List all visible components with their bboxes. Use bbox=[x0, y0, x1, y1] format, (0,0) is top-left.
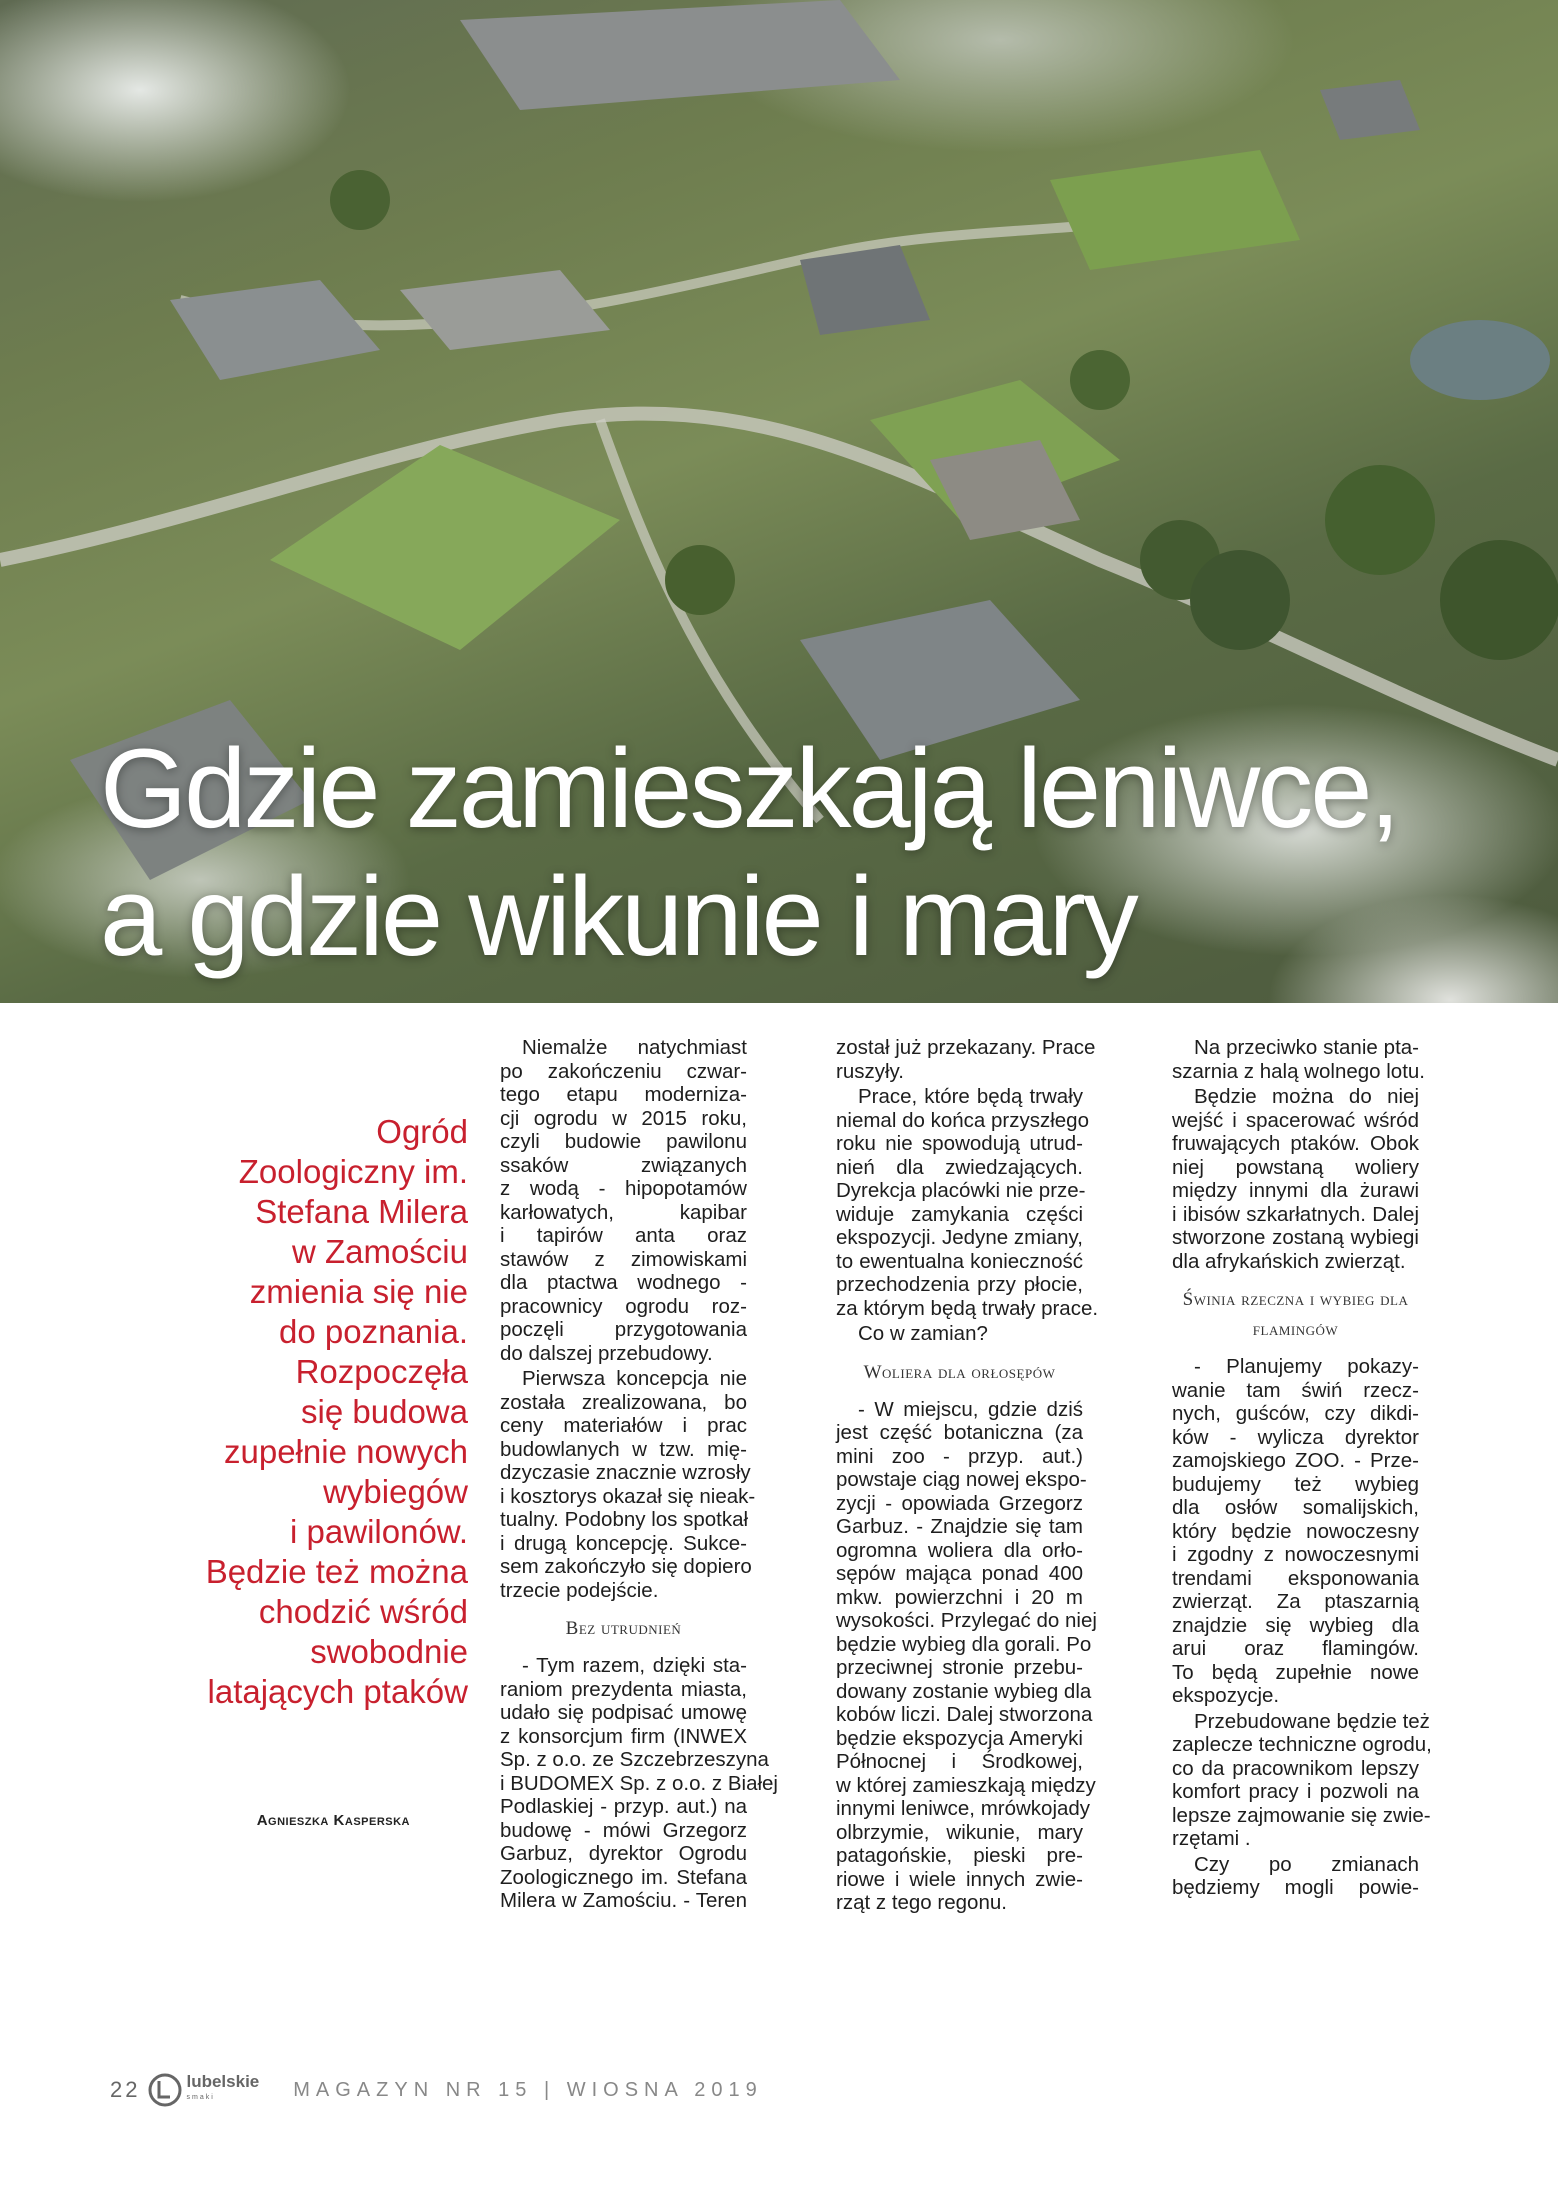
text-line: do dalszej przebudowy. bbox=[500, 1341, 713, 1365]
lead-line: latających ptaków bbox=[207, 1673, 468, 1710]
lead-line: Stefana Milera bbox=[255, 1193, 468, 1230]
text-line: zamojskiego ZOO. - Prze- bbox=[1172, 1449, 1419, 1472]
logo-mark-icon bbox=[148, 2073, 182, 2107]
text-line: budujemy też wybieg bbox=[1172, 1472, 1419, 1496]
lead-line: i pawilonów. bbox=[290, 1513, 468, 1550]
article-title bbox=[100, 725, 1540, 981]
lubelskie-logo bbox=[148, 2073, 259, 2107]
text-line: będzie wybieg dla gorali. Po bbox=[836, 1632, 1092, 1656]
text-line: Co w zamian? bbox=[858, 1322, 988, 1345]
text-line: lepsze zajmowanie się zwie- bbox=[1172, 1803, 1431, 1827]
text-line: między innymi dla żurawi bbox=[1172, 1179, 1419, 1202]
text-line: Na przeciwko stanie pta- bbox=[1194, 1036, 1419, 1059]
text-line: raniom prezydenta miasta, bbox=[500, 1677, 747, 1701]
text-line: wanie tam świń rzecz- bbox=[1172, 1378, 1419, 1402]
paragraph bbox=[836, 1036, 1096, 1083]
text-line: w której zamieszkają między bbox=[836, 1773, 1096, 1797]
text-line: - W miejscu, gdzie dziś bbox=[858, 1397, 1083, 1421]
text-line: Przebudowane będzie też bbox=[1194, 1709, 1430, 1733]
lead-line: Ogród bbox=[376, 1113, 468, 1150]
text-line: fruwających ptaków. Obok bbox=[1172, 1132, 1419, 1155]
text-line: wysokości. Przylegać do niej bbox=[836, 1609, 1097, 1632]
text-line: to ewentualna konieczność bbox=[836, 1249, 1083, 1273]
text-line: komfort pracy i pozwoli na bbox=[1172, 1780, 1419, 1803]
text-line: za którym będą trwały prace. bbox=[836, 1296, 1099, 1320]
magazine-issue: MAGAZYN NR 15 | WIOSNA 2019 bbox=[293, 2078, 763, 2101]
text-line: przeciwnej stronie przebu- bbox=[836, 1656, 1083, 1679]
text-line: budowę - mówi Grzegorz bbox=[500, 1818, 747, 1842]
subheading-line: Świnia rzeczna i wybieg dla bbox=[1182, 1289, 1409, 1310]
text-line: i BUDOMEX Sp. z o.o. z Białej bbox=[500, 1771, 778, 1795]
paragraph bbox=[836, 1322, 1083, 1346]
text-line: mini zoo - przyp. aut.) bbox=[836, 1444, 1083, 1468]
lead-paragraph bbox=[150, 1112, 468, 1712]
logo-wordmark bbox=[186, 2074, 259, 2106]
paragraph bbox=[500, 1367, 756, 1602]
text-line: stawów z zimowiskami bbox=[500, 1247, 747, 1271]
hero-aerial-image bbox=[0, 0, 1558, 1003]
text-line: - Planujemy pokazy- bbox=[1194, 1355, 1419, 1378]
section-subheading: Bez utrudnień bbox=[565, 1618, 682, 1639]
text-line: zaplecze techniczne ogrodu, bbox=[1172, 1733, 1432, 1756]
text-line: ssaków związanych bbox=[500, 1153, 747, 1177]
paragraph bbox=[500, 1036, 747, 1365]
text-line: szarnia z halą wolnego lotu. bbox=[1172, 1059, 1425, 1083]
text-line: innymi leniwce, mrówkojady bbox=[836, 1797, 1091, 1820]
text-line: nych, guśców, czy dikdi- bbox=[1172, 1402, 1419, 1425]
text-line: rząt z tego regonu. bbox=[836, 1891, 1007, 1914]
text-line: pracownicy ogrodu roz- bbox=[500, 1294, 747, 1318]
text-line: zwierząt. Za ptaszarnią bbox=[1172, 1590, 1419, 1613]
text-line: tualny. Podobny los spotkał bbox=[500, 1508, 749, 1531]
text-line: ruszyły. bbox=[836, 1059, 904, 1083]
text-line: po zakończeniu czwar- bbox=[500, 1059, 747, 1083]
text-line: olbrzymie, wikunie, mary bbox=[836, 1820, 1083, 1844]
lead-line: zupełnie nowych bbox=[224, 1433, 468, 1470]
text-line: dowany zostanie wybieg dla bbox=[836, 1679, 1092, 1703]
lead-line: się budowa bbox=[301, 1393, 468, 1430]
text-line: zycji - opowiada Grzegorz bbox=[836, 1491, 1083, 1515]
paragraph bbox=[500, 1654, 778, 1913]
paragraph bbox=[836, 1397, 1097, 1915]
text-line: Będzie można do niej bbox=[1194, 1085, 1419, 1108]
text-line: czyli budowie pawilonu bbox=[500, 1130, 747, 1153]
text-line: przechodzenia przy płocie, bbox=[836, 1273, 1083, 1296]
subheading-line: flamingów bbox=[1252, 1319, 1339, 1340]
text-line: dla ptactwa wodnego - bbox=[500, 1271, 747, 1294]
text-line: Zoologicznego im. Stefana bbox=[500, 1865, 747, 1889]
text-line: i kosztorys okazał się nieak- bbox=[500, 1484, 756, 1508]
lead-line: w Zamościu bbox=[291, 1233, 468, 1270]
page-number: 22 bbox=[110, 2077, 141, 2102]
lead-line: chodzić wśród bbox=[258, 1593, 468, 1630]
title-line-1: Gdzie zamieszkają leniwce, bbox=[100, 726, 1398, 851]
text-line: stworzone zostaną wybiegi bbox=[1172, 1226, 1419, 1249]
text-line: ków - wylicza dyrektor bbox=[1172, 1425, 1419, 1449]
title-line-2: a gdzie wikunie i mary bbox=[100, 854, 1136, 979]
text-line: Prace, które będą trwały bbox=[858, 1085, 1083, 1108]
text-line: ekspozycji. Jedyne zmiany, bbox=[836, 1226, 1083, 1249]
text-line: będziemy mogli powie- bbox=[1172, 1876, 1419, 1899]
text-line: poczęli przygotowania bbox=[500, 1318, 747, 1341]
text-line: - Tym razem, dzięki sta- bbox=[522, 1654, 747, 1677]
text-line: trzecie podejście. bbox=[500, 1578, 659, 1602]
text-line: został już przekazany. Prace bbox=[836, 1036, 1096, 1059]
text-line: znajdzie się wybieg dla bbox=[1172, 1613, 1419, 1637]
text-line: Pierwsza koncepcja nie bbox=[522, 1367, 747, 1390]
article-column-1 bbox=[500, 1036, 778, 1915]
text-line: z wodą - hipopotamów bbox=[500, 1177, 747, 1200]
text-line: dla osłów somalijskich, bbox=[1172, 1496, 1419, 1519]
lead-line: Rozpoczęła bbox=[295, 1353, 468, 1390]
text-line: ekspozycje. bbox=[1172, 1684, 1280, 1707]
text-line: wejść i spacerować wśród bbox=[1172, 1108, 1419, 1132]
text-line: który będzie nowoczesny bbox=[1172, 1519, 1419, 1543]
logo-sub: smaki bbox=[186, 2094, 215, 2101]
text-line: i ibisów szkarłatnych. Dalej bbox=[1172, 1202, 1419, 1226]
text-line: udało się podpisać umowę bbox=[500, 1701, 747, 1724]
text-line: kobów liczi. Dalej stworzona bbox=[836, 1703, 1093, 1726]
page-footer bbox=[110, 2070, 763, 2110]
text-line: Podlaskiej - przyp. aut.) na bbox=[500, 1795, 747, 1818]
text-line: Czy po zmianach bbox=[1194, 1852, 1419, 1876]
text-line: rzętami . bbox=[1172, 1827, 1251, 1850]
text-line: powstaje ciąg nowej ekspo- bbox=[836, 1468, 1087, 1491]
text-line: i zgodny z nowoczesnymi bbox=[1172, 1543, 1419, 1566]
text-line: riowe i wiele innych zwie- bbox=[836, 1867, 1083, 1891]
text-line: widuje zamykania części bbox=[836, 1202, 1083, 1226]
text-line: jest część botaniczna (za bbox=[836, 1421, 1083, 1444]
logo-word: lubelskie bbox=[186, 2072, 260, 2091]
lead-line: swobodnie bbox=[310, 1633, 468, 1670]
text-line: ceny materiałów i prac bbox=[500, 1414, 747, 1437]
text-line: Dyrekcja placówki nie prze- bbox=[836, 1179, 1086, 1202]
lead-line: do poznania. bbox=[279, 1313, 468, 1350]
text-line: będzie ekspozycja Ameryki bbox=[836, 1726, 1083, 1750]
text-line: z konsorcjum firm (INWEX bbox=[500, 1724, 747, 1748]
text-line: sem zakończyło się dopiero bbox=[500, 1555, 752, 1578]
text-line: co da pracownikom lepszy bbox=[1172, 1756, 1419, 1780]
text-line: Północnej i Środkowej, bbox=[836, 1750, 1083, 1773]
text-line: Niemalże natychmiast bbox=[522, 1036, 747, 1059]
author-byline: Agnieszka Kasperska bbox=[256, 1812, 410, 1829]
paragraph bbox=[1172, 1355, 1419, 1708]
paragraph bbox=[1172, 1085, 1419, 1273]
text-line: została zrealizowana, bo bbox=[500, 1390, 747, 1414]
article-column-2 bbox=[836, 1036, 1099, 1917]
lead-line: wybiegów bbox=[323, 1473, 468, 1510]
text-line: cji ogrodu w 2015 roku, bbox=[500, 1106, 747, 1130]
text-line: budowlanych w tzw. mię- bbox=[500, 1437, 747, 1461]
text-line: dla afrykańskich zwierząt. bbox=[1172, 1249, 1406, 1273]
lead-line: Będzie też można bbox=[205, 1553, 468, 1590]
paragraph bbox=[836, 1085, 1099, 1320]
text-line: Sp. z o.o. ze Szczebrzeszyna bbox=[500, 1748, 769, 1771]
text-line: karłowatych, kapibar bbox=[500, 1200, 747, 1224]
paragraph bbox=[1172, 1709, 1432, 1851]
text-line: dzyczasie znacznie wzrosły bbox=[500, 1461, 751, 1484]
text-line: tego etapu moderniza- bbox=[500, 1083, 747, 1106]
section-subheading: Woliera dla orłosępów bbox=[863, 1361, 1056, 1383]
text-line: Milera w Zamościu. - Teren bbox=[500, 1889, 747, 1912]
lead-line: Zoologiczny im. bbox=[238, 1153, 468, 1190]
text-line: To będą zupełnie nowe bbox=[1172, 1660, 1419, 1684]
text-line: nień dla zwiedzających. bbox=[836, 1155, 1083, 1179]
text-line: i drugą koncepcję. Sukce- bbox=[500, 1531, 747, 1555]
lead-line: zmienia się nie bbox=[249, 1273, 468, 1310]
text-line: niej powstaną woliery bbox=[1172, 1155, 1419, 1179]
text-line: i tapirów anta oraz bbox=[500, 1224, 747, 1247]
paragraph bbox=[1172, 1036, 1425, 1083]
text-line: mkw. powierzchni i 20 m bbox=[836, 1585, 1083, 1609]
paragraph bbox=[1172, 1853, 1419, 1900]
text-line: roku nie spowodują utrud- bbox=[836, 1132, 1083, 1155]
article-column-3 bbox=[1172, 1036, 1432, 1902]
text-line: sępów mająca ponad 400 bbox=[836, 1562, 1083, 1585]
section-subheading bbox=[1172, 1285, 1419, 1345]
text-line: trendami eksponowania bbox=[1172, 1566, 1419, 1590]
text-line: Garbuz. - Znajdzie się tam bbox=[836, 1515, 1083, 1538]
text-line: arui oraz flamingów. bbox=[1172, 1637, 1419, 1660]
text-line: ogromna woliera dla orło- bbox=[836, 1538, 1083, 1562]
text-line: patagońskie, pieski pre- bbox=[836, 1844, 1083, 1867]
text-line: niemal do końca przyszłego bbox=[836, 1108, 1089, 1132]
text-line: Garbuz, dyrektor Ogrodu bbox=[500, 1842, 747, 1865]
